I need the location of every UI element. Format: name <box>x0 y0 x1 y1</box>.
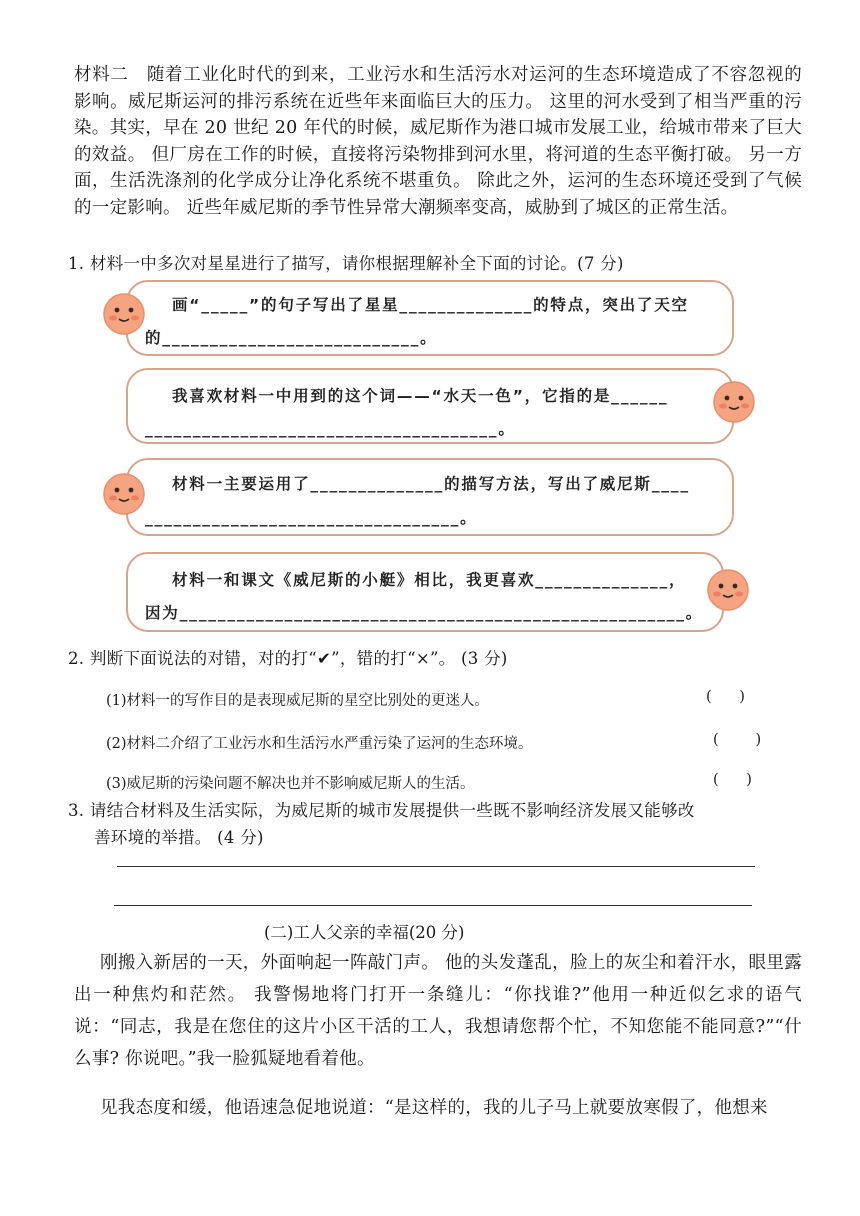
discussion-bubble-2 <box>126 368 734 444</box>
judgment-item-1: (1)材料一的写作目的是表现威尼斯的星空比别处的更迷人。 <box>106 693 490 709</box>
bubble-4-line-1: 材料一和课文《威尼斯的小艇》相比，我更喜欢______________， <box>172 571 687 589</box>
smiley-face-icon <box>706 568 750 612</box>
story-paragraph-1: 刚搬入新居的一天，外面响起一阵敲门声。 他的头发蓬乱，脸上的灰尘和着汗水，眼里露出一种焦灼和茫然。 我警惕地将门打开一条缝儿：“你找谁?”他用一种近似乞求的语气说：“同志，我是在您住的这片小区干活的工人，我想请您帮个忙，不知您能不能同意?”“什么事? 你说吧。”我一脸狐疑地看着他。 <box>74 953 802 1069</box>
discussion-bubble-3 <box>126 458 734 536</box>
question-3-line-2: 善环境的举措。 (4 分) <box>94 828 264 847</box>
discussion-bubble-1 <box>126 280 734 356</box>
story-paragraph-2: 见我态度和缓，他语速急促地说道：“是这样的，我的儿子马上就要放寒假了，他想来 <box>100 1098 768 1118</box>
question-3-line-1: 3. 请结合材料及生活实际，为威尼斯的城市发展提供一些既不影响经济发展又能够改 <box>68 801 695 820</box>
bubble-1-line-1: 画“_____”的句子写出了星星______________的特点，突出了天空 <box>172 296 689 314</box>
bubble-3-line-1: 材料一主要运用了______________的描写方法，写出了威尼斯____ <box>172 475 690 493</box>
answer-bracket-1[interactable]: ( ) <box>706 689 745 705</box>
smiley-face-icon <box>712 380 756 424</box>
bubble-2-line-1: 我喜欢材料一中用到的这个词——“水天一色”，它指的是______ <box>172 387 669 405</box>
smiley-face-icon <box>102 292 146 336</box>
bubble-1-line-2: 的___________________________。 <box>145 329 438 347</box>
answer-line-1[interactable] <box>117 866 755 867</box>
smiley-face-icon <box>102 472 146 516</box>
question-1-title: 1. 材料一中多次对星星进行了描写，请你根据理解补全下面的讨论。(7 分) <box>68 254 624 273</box>
answer-bracket-3[interactable]: ( ) <box>713 772 752 788</box>
bubble-3-line-2: _________________________________。 <box>145 509 478 527</box>
material-two-paragraph: 材料二 随着工业化时代的到来，工业污水和生活污水对运河的生态环境造成了不容忽视的影响。威尼斯运河的排污系统在近些年来面临巨大的压力。 这里的河水受到了相当严重的污染。其实，早在 20 世纪 20 年代的时候，威尼斯作为港口城市发展工业，给城市带来了巨大的效益。 但厂房在工作的时候，直接将污染物排到河水里，将河道的生态平衡打破。 另一方面，生活洗涤剂的化学成分让净化系统不堪重负。 除此之外，运河的生态环境还受到了气候的一定影响。 近些年威尼斯的季节性异常大潮频率变高，威胁到了城区的正常生活。 <box>74 65 802 218</box>
bubble-4-line-2: 因为_____________________________________________________。 <box>145 604 704 622</box>
answer-line-2[interactable] <box>114 905 752 906</box>
section-two-title: (二)工人父亲的幸福(20 分) <box>264 923 465 942</box>
bubble-2-line-2: _____________________________________。 <box>145 420 516 438</box>
answer-bracket-2[interactable]: ( ) <box>713 732 762 748</box>
discussion-bubble-4 <box>126 552 724 632</box>
judgment-item-2: (2)材料二介绍了工业污水和生活污水严重污染了运河的生态环境。 <box>106 736 533 752</box>
judgment-item-3: (3)威尼斯的污染问题不解决也并不影响威尼斯人的生活。 <box>106 776 475 792</box>
question-2-title: 2. 判断下面说法的对错，对的打“✔”，错的打“×”。 (3 分) <box>68 649 508 668</box>
